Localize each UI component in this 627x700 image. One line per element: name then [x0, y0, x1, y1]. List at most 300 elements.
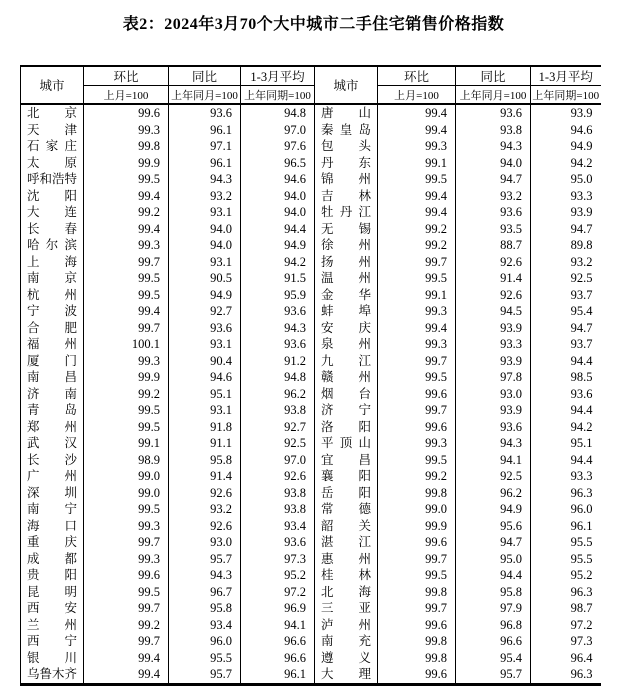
table-row	[21, 501, 601, 518]
value-cell: 93.2	[456, 188, 531, 205]
city-cell: 遵 义	[315, 650, 378, 667]
city-cell: 贵 阳	[21, 567, 84, 584]
city-cell: 烟 台	[315, 386, 378, 403]
value-cell: 93.8	[456, 122, 531, 139]
value-cell: 95.0	[531, 171, 601, 188]
value-cell: 90.5	[169, 270, 241, 287]
value-cell: 95.5	[531, 534, 601, 551]
header-avg-base-left: 上年同期=100	[241, 86, 315, 105]
value-cell: 99.6	[84, 104, 169, 122]
value-cell: 99.2	[378, 237, 456, 254]
value-cell: 93.1	[169, 336, 241, 353]
price-index-table	[20, 65, 601, 686]
value-cell: 99.6	[378, 617, 456, 634]
value-cell: 94.4	[531, 452, 601, 469]
header-mom-right: 环比	[378, 66, 456, 86]
value-cell: 99.4	[378, 188, 456, 205]
value-cell: 96.6	[241, 650, 315, 667]
value-cell: 99.9	[84, 369, 169, 386]
city-cell: 包 头	[315, 138, 378, 155]
value-cell: 99.1	[378, 155, 456, 172]
value-cell: 91.5	[241, 270, 315, 287]
value-cell: 100.1	[84, 336, 169, 353]
city-cell: 乌 鲁 木 齐	[21, 666, 84, 684]
value-cell: 93.6	[241, 534, 315, 551]
header-yoy-left: 同比	[169, 66, 241, 86]
city-cell: 南 京	[21, 270, 84, 287]
value-cell: 99.5	[84, 419, 169, 436]
value-cell: 94.7	[531, 320, 601, 337]
value-cell: 98.5	[531, 369, 601, 386]
value-cell: 99.8	[378, 650, 456, 667]
city-cell: 牡 丹 江	[315, 204, 378, 221]
city-cell: 平 顶 山	[315, 435, 378, 452]
city-cell: 青 岛	[21, 402, 84, 419]
table-row	[21, 320, 601, 337]
city-cell: 大 连	[21, 204, 84, 221]
value-cell: 95.2	[531, 567, 601, 584]
value-cell: 93.3	[456, 336, 531, 353]
value-cell: 92.6	[456, 254, 531, 271]
city-cell: 上 海	[21, 254, 84, 271]
value-cell: 93.1	[169, 204, 241, 221]
table-row	[21, 369, 601, 386]
value-cell: 95.7	[169, 666, 241, 684]
value-cell: 99.4	[378, 204, 456, 221]
value-cell: 97.2	[531, 617, 601, 634]
value-cell: 94.9	[169, 287, 241, 304]
table-header-row-2	[21, 86, 601, 105]
table-row	[21, 336, 601, 353]
value-cell: 99.7	[378, 254, 456, 271]
value-cell: 99.4	[84, 221, 169, 238]
value-cell: 93.2	[531, 254, 601, 271]
value-cell: 94.1	[241, 617, 315, 634]
header-avg-base-right: 上年同期=100	[531, 86, 601, 105]
city-cell: 岳 阳	[315, 485, 378, 502]
value-cell: 92.7	[241, 419, 315, 436]
value-cell: 99.7	[378, 551, 456, 568]
value-cell: 99.8	[84, 138, 169, 155]
city-cell: 安 庆	[315, 320, 378, 337]
value-cell: 94.4	[456, 567, 531, 584]
value-cell: 94.9	[456, 501, 531, 518]
table-row	[21, 452, 601, 469]
value-cell: 99.4	[378, 122, 456, 139]
value-cell: 93.7	[531, 287, 601, 304]
value-cell: 99.4	[378, 104, 456, 122]
city-cell: 太 原	[21, 155, 84, 172]
value-cell: 93.4	[169, 617, 241, 634]
city-cell: 九 江	[315, 353, 378, 370]
table-row	[21, 617, 601, 634]
value-cell: 94.7	[531, 221, 601, 238]
city-cell: 泉 州	[315, 336, 378, 353]
table-row	[21, 254, 601, 271]
value-cell: 94.6	[169, 369, 241, 386]
header-mom-base-left: 上月=100	[84, 86, 169, 105]
city-cell: 湛 江	[315, 534, 378, 551]
value-cell: 91.4	[456, 270, 531, 287]
header-mom-base-right: 上月=100	[378, 86, 456, 105]
value-cell: 92.7	[169, 303, 241, 320]
value-cell: 91.8	[169, 419, 241, 436]
table-row	[21, 666, 601, 684]
value-cell: 95.1	[169, 386, 241, 403]
city-cell: 吉 林	[315, 188, 378, 205]
table-header	[21, 66, 601, 104]
value-cell: 93.3	[531, 468, 601, 485]
city-cell: 徐 州	[315, 237, 378, 254]
value-cell: 99.5	[84, 287, 169, 304]
value-cell: 94.0	[241, 204, 315, 221]
value-cell: 93.6	[241, 303, 315, 320]
value-cell: 96.6	[241, 633, 315, 650]
value-cell: 96.6	[456, 633, 531, 650]
value-cell: 90.4	[169, 353, 241, 370]
city-cell: 南 昌	[21, 369, 84, 386]
value-cell: 99.0	[378, 501, 456, 518]
value-cell: 96.7	[169, 584, 241, 601]
value-cell: 99.6	[378, 666, 456, 684]
value-cell: 93.9	[456, 353, 531, 370]
value-cell: 93.7	[531, 336, 601, 353]
value-cell: 92.6	[241, 468, 315, 485]
value-cell: 94.8	[241, 104, 315, 122]
value-cell: 94.6	[531, 122, 601, 139]
value-cell: 99.5	[378, 452, 456, 469]
city-cell: 桂 林	[315, 567, 378, 584]
value-cell: 94.3	[241, 320, 315, 337]
value-cell: 99.8	[378, 584, 456, 601]
city-cell: 秦 皇 岛	[315, 122, 378, 139]
value-cell: 93.6	[169, 320, 241, 337]
city-cell: 昆 明	[21, 584, 84, 601]
table-row	[21, 353, 601, 370]
city-cell: 宁 波	[21, 303, 84, 320]
value-cell: 99.8	[378, 485, 456, 502]
value-cell: 99.7	[84, 633, 169, 650]
value-cell: 93.6	[531, 386, 601, 403]
value-cell: 91.2	[241, 353, 315, 370]
value-cell: 93.9	[456, 320, 531, 337]
city-cell: 重 庆	[21, 534, 84, 551]
city-cell: 海 口	[21, 518, 84, 535]
value-cell: 95.8	[169, 452, 241, 469]
table-row	[21, 419, 601, 436]
value-cell: 94.7	[456, 534, 531, 551]
table-row	[21, 584, 601, 601]
value-cell: 93.1	[169, 254, 241, 271]
city-cell: 温 州	[315, 270, 378, 287]
value-cell: 93.6	[241, 336, 315, 353]
value-cell: 96.2	[241, 386, 315, 403]
value-cell: 93.9	[531, 104, 601, 122]
value-cell: 99.5	[84, 171, 169, 188]
table-row	[21, 155, 601, 172]
table-row	[21, 237, 601, 254]
value-cell: 99.6	[84, 567, 169, 584]
value-cell: 96.2	[456, 485, 531, 502]
city-cell: 长 春	[21, 221, 84, 238]
city-cell: 武 汉	[21, 435, 84, 452]
value-cell: 93.4	[241, 518, 315, 535]
value-cell: 99.4	[84, 666, 169, 684]
header-yoy-right: 同比	[456, 66, 531, 86]
city-cell: 福 州	[21, 336, 84, 353]
value-cell: 93.6	[456, 419, 531, 436]
value-cell: 95.1	[531, 435, 601, 452]
table-row	[21, 270, 601, 287]
city-cell: 锦 州	[315, 171, 378, 188]
value-cell: 99.8	[378, 633, 456, 650]
value-cell: 98.9	[84, 452, 169, 469]
value-cell: 95.6	[456, 518, 531, 535]
value-cell: 94.0	[241, 188, 315, 205]
table-row	[21, 104, 601, 122]
city-cell: 北 海	[315, 584, 378, 601]
value-cell: 93.9	[456, 402, 531, 419]
value-cell: 94.7	[456, 171, 531, 188]
city-cell: 洛 阳	[315, 419, 378, 436]
city-cell: 西 宁	[21, 633, 84, 650]
value-cell: 97.8	[456, 369, 531, 386]
value-cell: 96.1	[169, 122, 241, 139]
value-cell: 93.0	[456, 386, 531, 403]
value-cell: 95.8	[169, 600, 241, 617]
value-cell: 97.3	[241, 551, 315, 568]
value-cell: 94.3	[456, 435, 531, 452]
value-cell: 91.1	[169, 435, 241, 452]
value-cell: 91.4	[169, 468, 241, 485]
value-cell: 99.6	[378, 386, 456, 403]
header-avg-right: 1-3月平均	[531, 66, 601, 86]
city-cell: 西 安	[21, 600, 84, 617]
value-cell: 93.2	[169, 501, 241, 518]
table-row	[21, 650, 601, 667]
table-row	[21, 633, 601, 650]
value-cell: 99.2	[84, 386, 169, 403]
header-city-right: 城市	[315, 66, 378, 104]
table-row	[21, 468, 601, 485]
value-cell: 92.6	[169, 485, 241, 502]
value-cell: 99.7	[378, 600, 456, 617]
value-cell: 99.3	[84, 122, 169, 139]
city-cell: 襄 阳	[315, 468, 378, 485]
city-cell: 南 宁	[21, 501, 84, 518]
city-cell: 南 充	[315, 633, 378, 650]
table-row	[21, 122, 601, 139]
value-cell: 97.0	[241, 122, 315, 139]
city-cell: 沈 阳	[21, 188, 84, 205]
value-cell: 94.5	[456, 303, 531, 320]
value-cell: 94.9	[531, 138, 601, 155]
table-body	[21, 104, 601, 684]
value-cell: 95.4	[456, 650, 531, 667]
value-cell: 96.0	[531, 501, 601, 518]
table-row	[21, 386, 601, 403]
value-cell: 99.3	[378, 138, 456, 155]
value-cell: 99.0	[84, 485, 169, 502]
value-cell: 99.2	[378, 221, 456, 238]
value-cell: 99.5	[84, 501, 169, 518]
table-row	[21, 402, 601, 419]
value-cell: 99.4	[378, 320, 456, 337]
value-cell: 99.2	[84, 204, 169, 221]
value-cell: 93.3	[531, 188, 601, 205]
value-cell: 93.8	[241, 402, 315, 419]
table-title: 表2：2024年3月70个大中城市二手住宅销售价格指数	[122, 16, 505, 33]
header-city-left: 城市	[21, 66, 84, 104]
value-cell: 97.2	[241, 584, 315, 601]
value-cell: 96.1	[531, 518, 601, 535]
value-cell: 99.3	[378, 303, 456, 320]
value-cell: 99.3	[84, 551, 169, 568]
city-cell: 杭 州	[21, 287, 84, 304]
value-cell: 99.5	[378, 567, 456, 584]
table-row	[21, 435, 601, 452]
value-cell: 99.5	[84, 584, 169, 601]
table-row	[21, 138, 601, 155]
value-cell: 94.9	[241, 237, 315, 254]
table-row	[21, 567, 601, 584]
city-cell: 广 州	[21, 468, 84, 485]
value-cell: 99.1	[378, 287, 456, 304]
city-cell: 北 京	[21, 104, 84, 122]
city-cell: 长 沙	[21, 452, 84, 469]
value-cell: 94.1	[456, 452, 531, 469]
city-cell: 济 南	[21, 386, 84, 403]
value-cell: 96.9	[241, 600, 315, 617]
city-cell: 常 德	[315, 501, 378, 518]
value-cell: 99.7	[84, 600, 169, 617]
value-cell: 94.4	[531, 353, 601, 370]
city-cell: 厦 门	[21, 353, 84, 370]
value-cell: 99.7	[378, 402, 456, 419]
value-cell: 94.3	[456, 138, 531, 155]
value-cell: 99.7	[84, 320, 169, 337]
table-header-row-1	[21, 66, 601, 86]
table-row	[21, 534, 601, 551]
value-cell: 99.6	[378, 534, 456, 551]
value-cell: 92.5	[531, 270, 601, 287]
value-cell: 94.0	[169, 237, 241, 254]
city-cell: 惠 州	[315, 551, 378, 568]
value-cell: 99.5	[84, 402, 169, 419]
value-cell: 95.4	[531, 303, 601, 320]
city-cell: 无 锡	[315, 221, 378, 238]
value-cell: 99.5	[378, 171, 456, 188]
header-yoy-base-right: 上年同月=100	[456, 86, 531, 105]
value-cell: 88.7	[456, 237, 531, 254]
value-cell: 94.8	[241, 369, 315, 386]
value-cell: 94.4	[531, 402, 601, 419]
value-cell: 99.4	[84, 650, 169, 667]
city-cell: 大 理	[315, 666, 378, 684]
header-mom-left: 环比	[84, 66, 169, 86]
table-row	[21, 287, 601, 304]
value-cell: 89.8	[531, 237, 601, 254]
value-cell: 99.9	[378, 518, 456, 535]
city-cell: 济 宁	[315, 402, 378, 419]
table-row	[21, 188, 601, 205]
city-cell: 合 肥	[21, 320, 84, 337]
value-cell: 99.3	[378, 435, 456, 452]
city-cell: 石 家 庄	[21, 138, 84, 155]
value-cell: 95.5	[531, 551, 601, 568]
value-cell: 94.6	[241, 171, 315, 188]
value-cell: 95.5	[169, 650, 241, 667]
table-row	[21, 551, 601, 568]
value-cell: 93.6	[169, 104, 241, 122]
city-cell: 唐 山	[315, 104, 378, 122]
value-cell: 94.3	[169, 567, 241, 584]
table-row	[21, 600, 601, 617]
city-cell: 扬 州	[315, 254, 378, 271]
value-cell: 93.8	[241, 501, 315, 518]
value-cell: 99.3	[84, 353, 169, 370]
value-cell: 92.5	[241, 435, 315, 452]
city-cell: 宜 昌	[315, 452, 378, 469]
value-cell: 92.6	[169, 518, 241, 535]
value-cell: 94.4	[241, 221, 315, 238]
city-cell: 天 津	[21, 122, 84, 139]
value-cell: 99.4	[84, 188, 169, 205]
header-avg-left: 1-3月平均	[241, 66, 315, 86]
value-cell: 95.2	[241, 567, 315, 584]
table-row	[21, 171, 601, 188]
value-cell: 97.6	[241, 138, 315, 155]
value-cell: 95.7	[456, 666, 531, 684]
value-cell: 96.4	[531, 650, 601, 667]
value-cell: 99.3	[84, 518, 169, 535]
value-cell: 99.0	[84, 468, 169, 485]
value-cell: 94.2	[241, 254, 315, 271]
value-cell: 96.1	[169, 155, 241, 172]
value-cell: 92.6	[456, 287, 531, 304]
value-cell: 99.5	[378, 369, 456, 386]
table-row	[21, 221, 601, 238]
value-cell: 99.7	[84, 254, 169, 271]
city-cell: 成 都	[21, 551, 84, 568]
table-row	[21, 485, 601, 502]
value-cell: 99.4	[84, 303, 169, 320]
value-cell: 99.3	[378, 336, 456, 353]
table-row	[21, 518, 601, 535]
table-row	[21, 303, 601, 320]
value-cell: 94.0	[456, 155, 531, 172]
city-cell: 深 圳	[21, 485, 84, 502]
value-cell: 96.1	[241, 666, 315, 684]
value-cell: 97.1	[169, 138, 241, 155]
value-cell: 96.3	[531, 485, 601, 502]
value-cell: 99.3	[84, 237, 169, 254]
value-cell: 95.0	[456, 551, 531, 568]
city-cell: 三 亚	[315, 600, 378, 617]
value-cell: 99.2	[378, 468, 456, 485]
value-cell: 97.3	[531, 633, 601, 650]
value-cell: 93.1	[169, 402, 241, 419]
value-cell: 99.1	[84, 435, 169, 452]
value-cell: 93.0	[169, 534, 241, 551]
value-cell: 99.5	[84, 270, 169, 287]
value-cell: 96.5	[241, 155, 315, 172]
value-cell: 99.9	[84, 155, 169, 172]
value-cell: 96.0	[169, 633, 241, 650]
city-cell: 泸 州	[315, 617, 378, 634]
city-cell: 丹 东	[315, 155, 378, 172]
value-cell: 95.9	[241, 287, 315, 304]
